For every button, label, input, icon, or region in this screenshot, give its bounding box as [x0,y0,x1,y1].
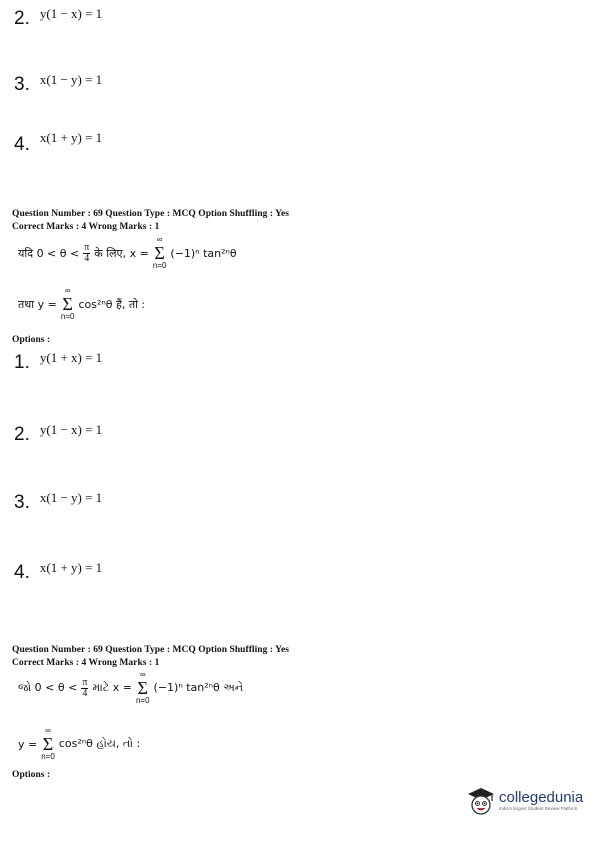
question-text-gujarati-line1 [18,671,243,705]
fraction-denominator: 4 [82,687,88,699]
pi-over-4-fraction [83,243,90,264]
summation [153,236,167,270]
summation-2 [41,727,55,761]
collegedunia-logo [466,786,583,816]
sum-term: (−1)ⁿ tan²ⁿθ અને [153,681,244,694]
fraction-denominator: 4 [84,252,90,264]
question-prefix: જો 0 < θ < [18,681,78,694]
option-1[interactable] [14,352,102,374]
graduate-mascot-icon [466,786,496,816]
option-3[interactable] [14,492,102,514]
sigma-symbol: Σ [42,734,54,754]
option-expression: x(1 − y) = 1 [39,490,103,505]
option-number: 2. [14,8,30,29]
question-text-gujarati-line2 [18,727,140,761]
question-text-hindi-line1 [18,236,237,270]
top-option-3 [14,74,102,96]
summation [136,671,150,705]
meta-line-1: Question Number : 69 Question Type : MCQ Option Shuffling : Yes [12,209,290,219]
sum-term-2: cos²ⁿθ હોય, તો : [58,737,141,750]
question-meta-gujarati [12,644,289,670]
option-number: 4. [14,134,30,155]
fraction-numerator: π [84,241,90,253]
sigma-symbol: Σ [154,243,165,263]
sum-lower-limit: n=0 [41,752,55,761]
option-number: 3. [14,492,30,513]
sum-upper-limit: ∞ [156,235,163,244]
question-mid: માટે x = [92,681,132,694]
sum-lower-limit: n=0 [60,312,75,321]
sum-term-2: cos²ⁿθ हैं, तो : [78,297,146,311]
fraction-numerator: π [82,676,88,688]
sum-lower-limit: n=0 [135,696,150,705]
summation-2 [61,287,75,321]
meta-line-1: Question Number : 69 Question Type : MCQ Option Shuffling : Yes [12,645,290,655]
question-prefix-2: y = [18,737,38,751]
options-label-gujarati: Options : [12,770,51,780]
meta-line-2: Correct Marks : 4 Wrong Marks : 1 [12,658,160,668]
option-number: 1. [14,352,30,373]
options-label-hindi: Options : [12,335,51,345]
option-expression: x(1 + y) = 1 [39,130,103,145]
option-number: 3. [14,74,30,95]
option-expression: y(1 − x) = 1 [39,422,103,437]
top-option-2 [14,8,102,30]
sigma-symbol: Σ [62,294,73,314]
question-prefix: यदि 0 < θ < [18,246,80,260]
question-mid: के लिए, x = [94,246,149,260]
option-number: 4. [14,562,30,583]
question-meta-hindi [12,208,289,234]
option-2[interactable] [14,424,102,446]
sum-lower-limit: n=0 [152,261,167,270]
sum-upper-limit: ∞ [45,726,51,735]
option-4[interactable] [14,562,102,584]
option-expression: y(1 − x) = 1 [39,6,103,21]
pi-over-4-fraction [81,678,88,699]
option-number: 2. [14,424,30,445]
logo-tagline: India's largest Student Review Platform [499,805,578,811]
option-expression: x(1 + y) = 1 [39,560,103,575]
sigma-symbol: Σ [137,678,148,698]
logo-name: collegedunia [499,789,584,807]
option-expression: x(1 − y) = 1 [39,72,103,87]
question-text-hindi-line2 [18,287,145,321]
meta-line-2: Correct Marks : 4 Wrong Marks : 1 [12,222,160,232]
option-expression: y(1 + x) = 1 [39,350,103,365]
sum-upper-limit: ∞ [139,670,146,679]
question-prefix-2: तथा y = [18,297,57,311]
sum-upper-limit: ∞ [64,286,71,295]
top-option-4 [14,130,103,156]
sum-term: (−1)ⁿ tan²ⁿθ [170,246,237,260]
